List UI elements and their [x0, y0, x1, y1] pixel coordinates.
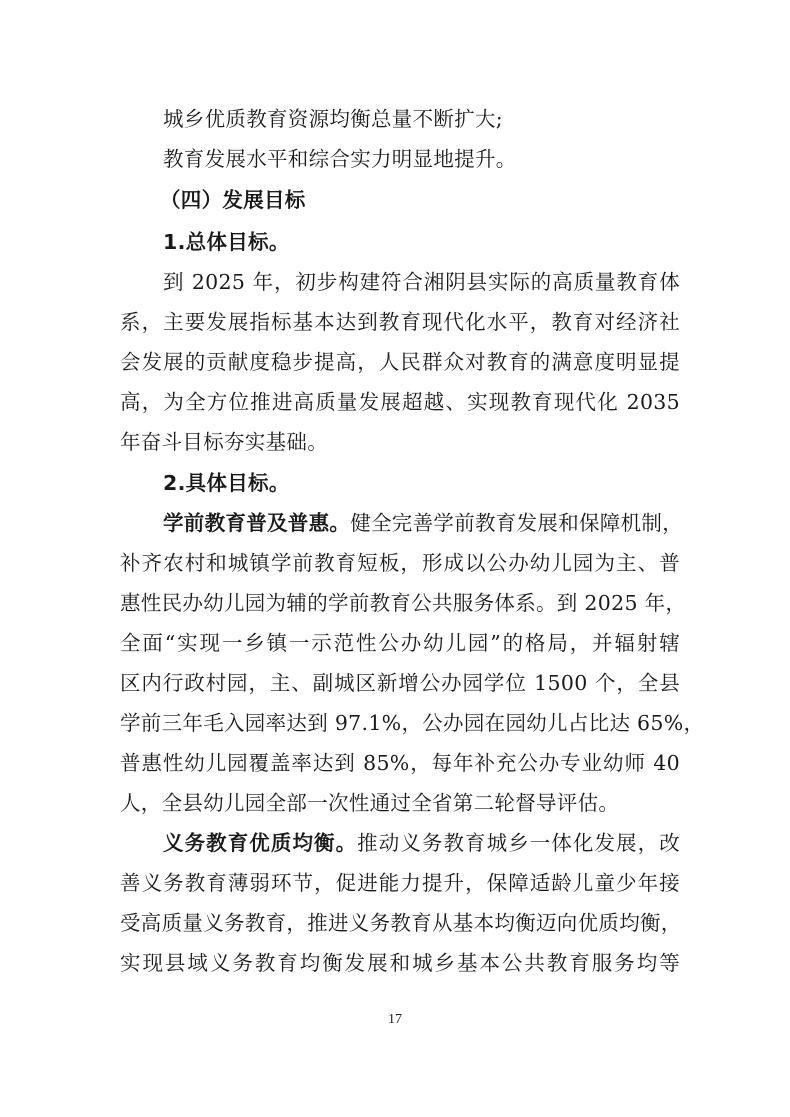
- paragraph-line: 城乡优质教育资源均衡总量不断扩大;: [163, 107, 504, 131]
- paragraph-text: 健全完善学前教育发展和保障机制，: [350, 511, 684, 535]
- inline-bold-heading: 义务教育优质均衡。: [163, 831, 358, 855]
- paragraph-line: 年奋斗目标夯实基础。: [120, 430, 328, 454]
- inline-bold-heading: 学前教育普及普惠。: [163, 511, 351, 535]
- paragraph-line: 实现县域义务教育均衡发展和城乡基本公共教育服务均等: [120, 951, 680, 975]
- paragraph-line: 人，全县幼儿园全部一次性通过全省第二轮督导评估。: [120, 791, 620, 815]
- paragraph-line: 到 2025 年，初步构建符合湘阴县实际的高质量教育体: [163, 270, 680, 294]
- section-heading: （四）发展目标: [160, 188, 306, 212]
- paragraph-line: 全面“实现一乡镇一示范性公办幼儿园”的格局，并辐射辖: [120, 631, 680, 655]
- paragraph-line: 学前三年毛入园率达到 97.1%，公办园在园幼儿占比达 65%，: [120, 711, 705, 735]
- page-number: 17: [388, 1012, 402, 1027]
- subsection-heading: 2.具体目标。: [163, 471, 290, 495]
- paragraph-line: 惠性民办幼儿园为辅的学前教育公共服务体系。到 2025 年，: [120, 591, 687, 615]
- paragraph-line: [163, 823, 680, 863]
- paragraph-line: 善义务教育薄弱环节，促进能力提升，保障适龄儿童少年接: [120, 871, 680, 895]
- paragraph-line: 受高质量义务教育，推进义务教育从基本均衡迈向优质均衡，: [120, 911, 682, 935]
- paragraph-line: 区内行政村园，主、副城区新增公办园学位 1500 个，全县: [120, 671, 680, 695]
- subsection-heading: 1.总体目标。: [163, 230, 290, 254]
- paragraph-line: 补齐农村和城镇学前教育短板，形成以公办幼儿园为主、普: [120, 551, 680, 575]
- paragraph-line: 普惠性幼儿园覆盖率达到 85%，每年补充公办专业幼师 40: [120, 751, 680, 775]
- paragraph-line: 高，为全方位推进高质量发展超越、实现教育现代化 2035: [120, 390, 680, 414]
- paragraph-text: 推动义务教育城乡一体化发展，改: [357, 831, 681, 855]
- paragraph-line: [163, 503, 684, 543]
- paragraph-line: 系，主要发展指标基本达到教育现代化水平，教育对经济社: [120, 310, 680, 334]
- paragraph-line: 会发展的贡献度稳步提高，人民群众对教育的满意度明显提: [120, 350, 680, 374]
- paragraph-line: 教育发展水平和综合实力明显地提升。: [163, 147, 517, 171]
